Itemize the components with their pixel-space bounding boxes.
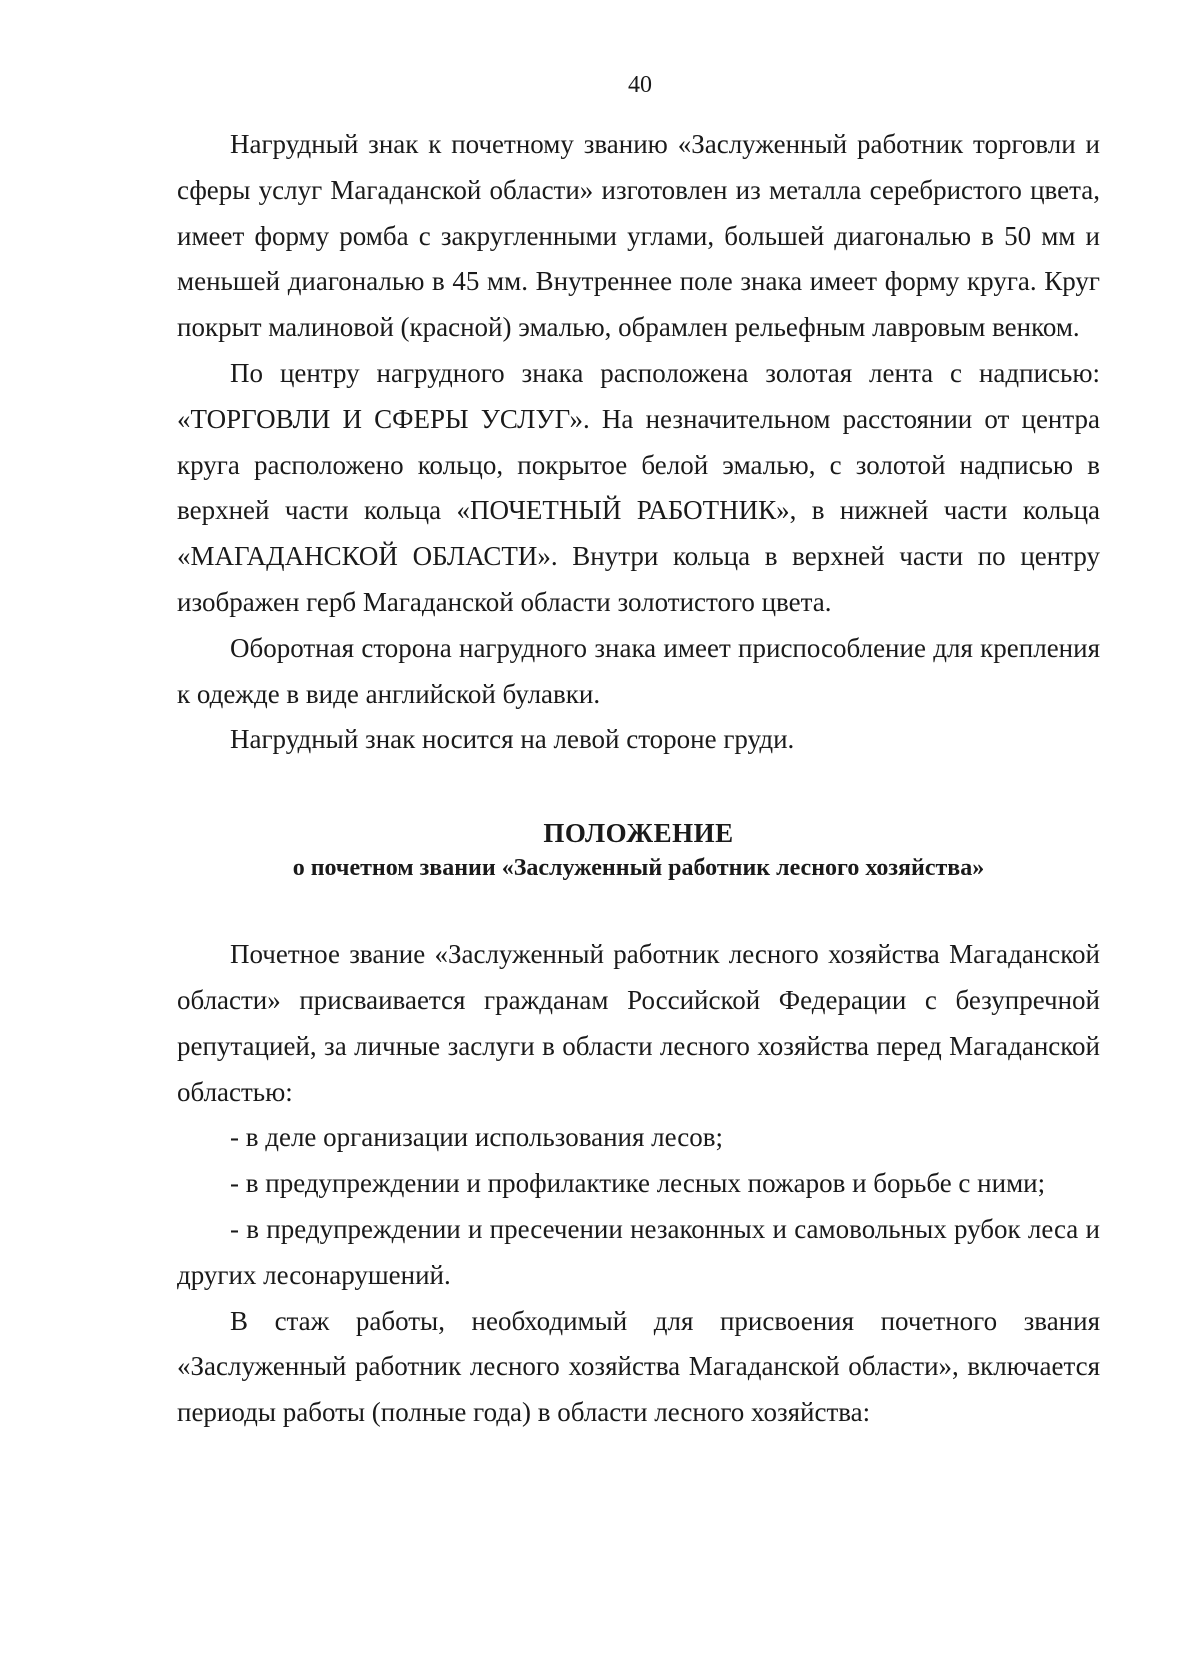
- paragraph-work-experience: В стаж работы, необходимый для присвоения почетного звания «Заслуженный работник лесного хозяйства Магаданской области», включается периоды работы (полные года) в области лесного хозяйства:: [177, 1305, 1100, 1428]
- page-number: 40: [628, 72, 652, 98]
- list-item-forest-use: - в деле организации использования лесов;: [230, 1122, 724, 1153]
- spacer: [177, 885, 1100, 932]
- paragraph-badge-description: Нагрудный знак к почетному званию «Заслуженный работник торговли и сферы услуг Магаданской области» изготовлен из металла серебристого цвета, имеет форму ромба с закругленными углами, большей диагональю в 50 мм и меньшей диагональю в 45 мм. Внутреннее поле знака имеет форму круга. Круг покрыт малиновой (красной) эмалью, обрамлен рельефным лавровым венком.: [177, 129, 1100, 343]
- document-body: [177, 122, 1100, 1436]
- section-heading-subtitle: о почетном звании «Заслуженный работник лесного хозяйства»: [292, 855, 985, 882]
- paragraph-badge-reverse: Оборотная сторона нагрудного знака имеет приспособление для крепления к одежде в виде английской булавки.: [177, 632, 1100, 709]
- section-heading-title: ПОЛОЖЕНИЕ: [543, 818, 734, 849]
- spacer: [177, 763, 1100, 815]
- paragraph-title-award-intro: Почетное звание «Заслуженный работник лесного хозяйства Магаданской области» присваивается гражданам Российской Федерации с безупречной репутацией, за личные заслуги в области лесного хозяйства перед Магаданской областью:: [177, 939, 1100, 1107]
- paragraph-badge-wearing: Нагрудный знак носится на левой стороне груди.: [230, 724, 795, 755]
- list-item-fire-prevention: - в предупреждении и профилактике лесных пожаров и борьбе с ними;: [230, 1168, 1046, 1199]
- paragraph-badge-ribbon: По центру нагрудного знака расположена золотая лента с надписью: «ТОРГОВЛИ И СФЕРЫ УСЛУГ». На незначительном расстоянии от центра круга расположено кольцо, покрытое белой эмалью, с золотой надписью в верхней части кольца «ПОЧЕТНЫЙ РАБОТНИК», в нижней части кольца «МАГАДАНСКОЙ ОБЛАСТИ». Внутри кольца в верхней части по центру изображен герб Магаданской области золотистого цвета.: [177, 357, 1100, 617]
- list-item-illegal-logging: - в предупреждении и пресечении незаконных и самовольных рубок леса и других лесонарушений.: [177, 1213, 1100, 1290]
